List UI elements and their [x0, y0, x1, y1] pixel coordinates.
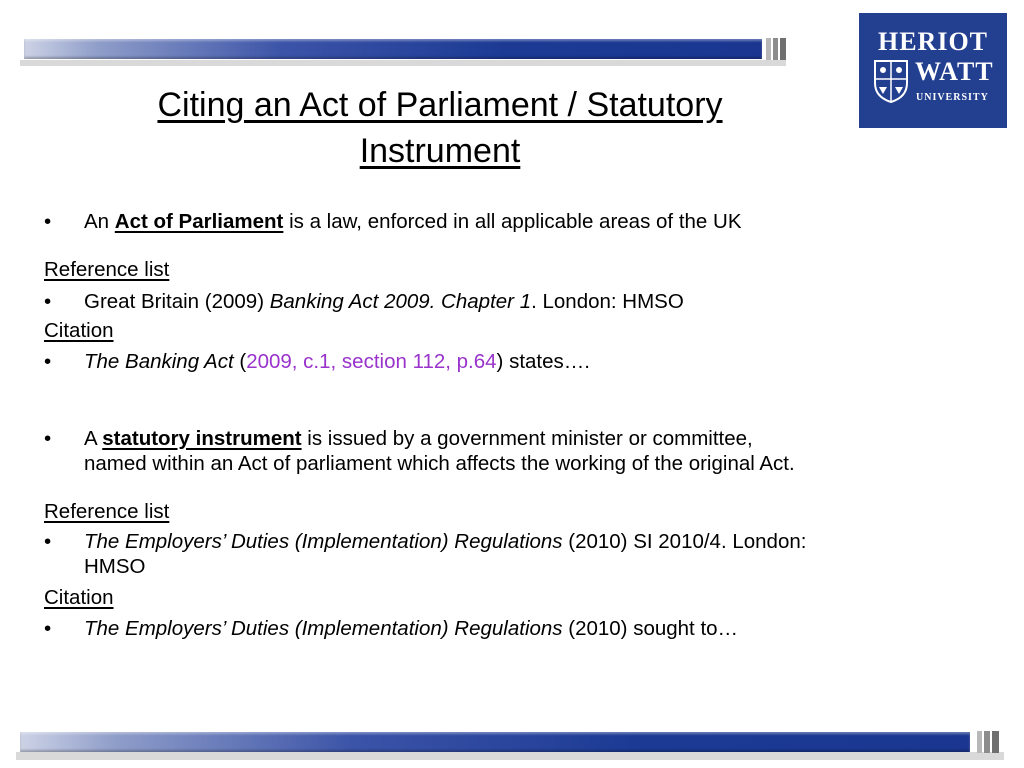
bottom-bar-shadow	[16, 752, 1004, 760]
logo-line-university: UNIVERSITY	[916, 92, 989, 103]
logo-line-heriot: HERIOT	[877, 27, 989, 56]
top-bar-shadow	[20, 60, 786, 66]
act-citation-close: ) states….	[496, 350, 590, 373]
si-reference-line-2: HMSO	[84, 555, 146, 578]
act-intro-suffix: is a law, enforced in all applicable areas of the UK	[283, 210, 742, 233]
logo-line-watt: WATT	[915, 57, 994, 86]
page-title	[100, 82, 780, 174]
si-reference-text	[84, 530, 806, 554]
act-reference-title: Banking Act 2009. Chapter 1	[269, 290, 532, 313]
bottom-bar-end-cap	[975, 731, 1001, 753]
act-intro-prefix: An	[84, 210, 115, 233]
act-citation-open: (	[233, 350, 247, 373]
si-reference-suffix: (2010) SI 2010/4. London:	[562, 530, 807, 553]
crest-icon	[873, 59, 909, 103]
act-reference-text	[84, 290, 684, 314]
si-citation-text	[84, 617, 738, 641]
reference-list-heading-1: Reference list	[44, 258, 170, 281]
si-intro-line-2: named within an Act of parliament which affects the working of the original Act.	[84, 452, 795, 475]
reference-list-heading-2: Reference list	[44, 500, 170, 523]
bullet-marker: •	[44, 530, 52, 553]
act-citation-text	[84, 350, 590, 374]
act-reference-suffix: . London: HMSO	[531, 290, 684, 313]
si-intro-suffix: is issued by a government minister or committee,	[301, 427, 753, 450]
act-citation-reference: 2009, c.1, section 112, p.64	[246, 350, 497, 373]
bullet-marker: •	[44, 427, 52, 450]
si-reference-title: The Employers’ Duties (Implementation) Regulations	[84, 530, 563, 553]
heriot-watt-logo	[859, 13, 1007, 128]
citation-heading-1: Citation	[44, 319, 114, 342]
act-citation-title: The Banking Act	[84, 350, 234, 373]
si-citation-title: The Employers’ Duties (Implementation) Regulations	[84, 617, 563, 640]
act-of-parliament-term: Act of Parliament	[114, 210, 284, 233]
bullet-marker: •	[44, 617, 52, 640]
top-decorative-bar	[24, 39, 762, 59]
title-line-2: Instrument	[359, 132, 521, 170]
citation-heading-2: Citation	[44, 586, 114, 609]
bullet-marker: •	[44, 210, 52, 233]
si-citation-suffix: (2010) sought to…	[562, 617, 739, 640]
si-intro-prefix: A	[84, 427, 103, 450]
bullet-marker: •	[44, 350, 52, 373]
act-reference-prefix: Great Britain (2009)	[84, 290, 270, 313]
top-bar-end-cap	[764, 38, 788, 60]
statutory-instrument-term: statutory instrument	[102, 427, 302, 450]
bullet-marker: •	[44, 290, 52, 313]
act-intro-text	[84, 210, 742, 234]
title-line-1: Citing an Act of Parliament / Statutory	[157, 86, 723, 124]
si-intro-text	[84, 427, 753, 451]
bottom-decorative-bar	[20, 732, 970, 752]
